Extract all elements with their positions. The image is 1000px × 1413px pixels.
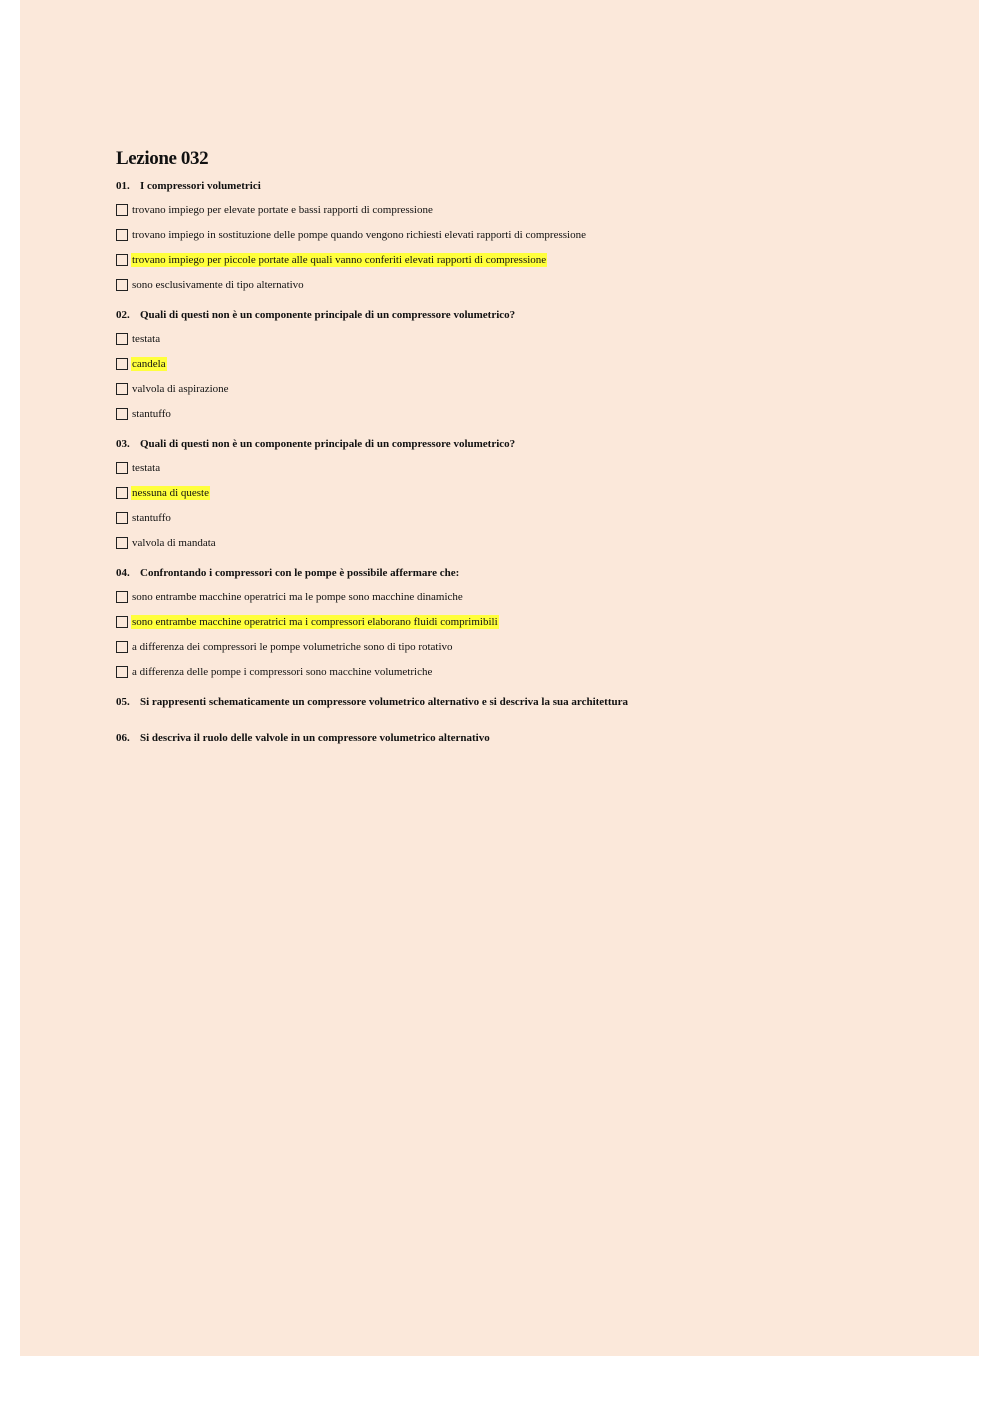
answer-text: stantuffo <box>132 407 171 420</box>
question-03 <box>116 437 976 550</box>
answer-checkbox[interactable] <box>116 462 128 474</box>
answer-text: trovano impiego in sostituzione delle pompe quando vengono richiesti elevati rapporti di compressione <box>132 228 586 241</box>
answer-text: a differenza dei compressori le pompe volumetriche sono di tipo rotativo <box>132 640 453 653</box>
answer-text: sono esclusivamente di tipo alternativo <box>132 278 304 291</box>
question-04 <box>116 566 976 679</box>
answer-option[interactable] <box>116 460 976 475</box>
question-text: I compressori volumetrici <box>140 180 261 192</box>
document-content <box>116 146 976 767</box>
question-number: 03. <box>116 438 130 450</box>
answer-checkbox[interactable] <box>116 229 128 241</box>
answer-option-correct[interactable] <box>116 252 976 267</box>
answer-checkbox[interactable] <box>116 358 128 370</box>
answer-text: valvola di aspirazione <box>132 382 229 395</box>
question-number: 04. <box>116 567 130 579</box>
answer-option[interactable] <box>116 664 976 679</box>
question-text: Quali di questi non è un componente principale di un compressore volumetrico? <box>140 309 516 321</box>
answer-option[interactable] <box>116 406 976 421</box>
question-text: Quali di questi non è un componente principale di un compressore volumetrico? <box>140 438 516 450</box>
answer-option[interactable] <box>116 331 976 346</box>
answer-checkbox[interactable] <box>116 641 128 653</box>
answer-checkbox[interactable] <box>116 204 128 216</box>
answer-checkbox[interactable] <box>116 537 128 549</box>
answer-option[interactable] <box>116 381 976 396</box>
answer-option-correct[interactable] <box>116 485 976 500</box>
question-05 <box>116 695 976 709</box>
answer-text-highlighted: sono entrambe macchine operatrici ma i compressori elaborano fluidi comprimibili <box>132 615 498 628</box>
question-02 <box>116 308 976 421</box>
question-heading <box>116 437 976 451</box>
answer-text: a differenza delle pompe i compressori sono macchine volumetriche <box>132 665 433 678</box>
document-page <box>20 0 979 1356</box>
question-heading <box>116 308 976 322</box>
question-number: 06. <box>116 732 130 744</box>
answer-text-highlighted: nessuna di queste <box>132 486 209 499</box>
question-heading <box>116 566 976 580</box>
answer-text: testata <box>132 461 161 474</box>
answer-text: stantuffo <box>132 511 171 524</box>
lesson-title: Lezione 032 <box>116 148 209 169</box>
answer-checkbox[interactable] <box>116 487 128 499</box>
answer-checkbox[interactable] <box>116 279 128 291</box>
answer-checkbox[interactable] <box>116 254 128 266</box>
question-06 <box>116 731 976 745</box>
answer-text: sono entrambe macchine operatrici ma le pompe sono macchine dinamiche <box>132 590 463 603</box>
question-heading <box>116 695 976 709</box>
question-text: Si rappresenti schematicamente un compressore volumetrico alternativo e si descriva la sua architettura <box>140 696 628 708</box>
answer-checkbox[interactable] <box>116 408 128 420</box>
answer-text: testata <box>132 332 161 345</box>
answer-text: valvola di mandata <box>132 536 216 549</box>
answer-option[interactable] <box>116 510 976 525</box>
answer-checkbox[interactable] <box>116 616 128 628</box>
answer-text: trovano impiego per elevate portate e bassi rapporti di compressione <box>132 203 433 216</box>
question-number: 02. <box>116 309 130 321</box>
answer-checkbox[interactable] <box>116 591 128 603</box>
answer-option[interactable] <box>116 277 976 292</box>
answer-option[interactable] <box>116 227 976 242</box>
answer-option-correct[interactable] <box>116 356 976 371</box>
answer-text-highlighted: candela <box>132 357 166 370</box>
answer-option[interactable] <box>116 202 976 217</box>
question-heading <box>116 179 976 193</box>
answer-checkbox[interactable] <box>116 383 128 395</box>
answer-option[interactable] <box>116 639 976 654</box>
question-number: 01. <box>116 180 130 192</box>
answer-checkbox[interactable] <box>116 666 128 678</box>
question-text: Si descriva il ruolo delle valvole in un compressore volumetrico alternativo <box>140 732 490 744</box>
question-heading <box>116 731 976 745</box>
question-01 <box>116 179 976 292</box>
answer-option[interactable] <box>116 535 976 550</box>
answer-checkbox[interactable] <box>116 333 128 345</box>
answer-checkbox[interactable] <box>116 512 128 524</box>
answer-option-correct[interactable] <box>116 614 976 629</box>
question-text: Confrontando i compressori con le pompe è possibile affermare che: <box>140 567 460 579</box>
answer-text-highlighted: trovano impiego per piccole portate alle quali vanno conferiti elevati rapporti di compressione <box>132 253 547 266</box>
answer-option[interactable] <box>116 589 976 604</box>
question-number: 05. <box>116 696 130 708</box>
